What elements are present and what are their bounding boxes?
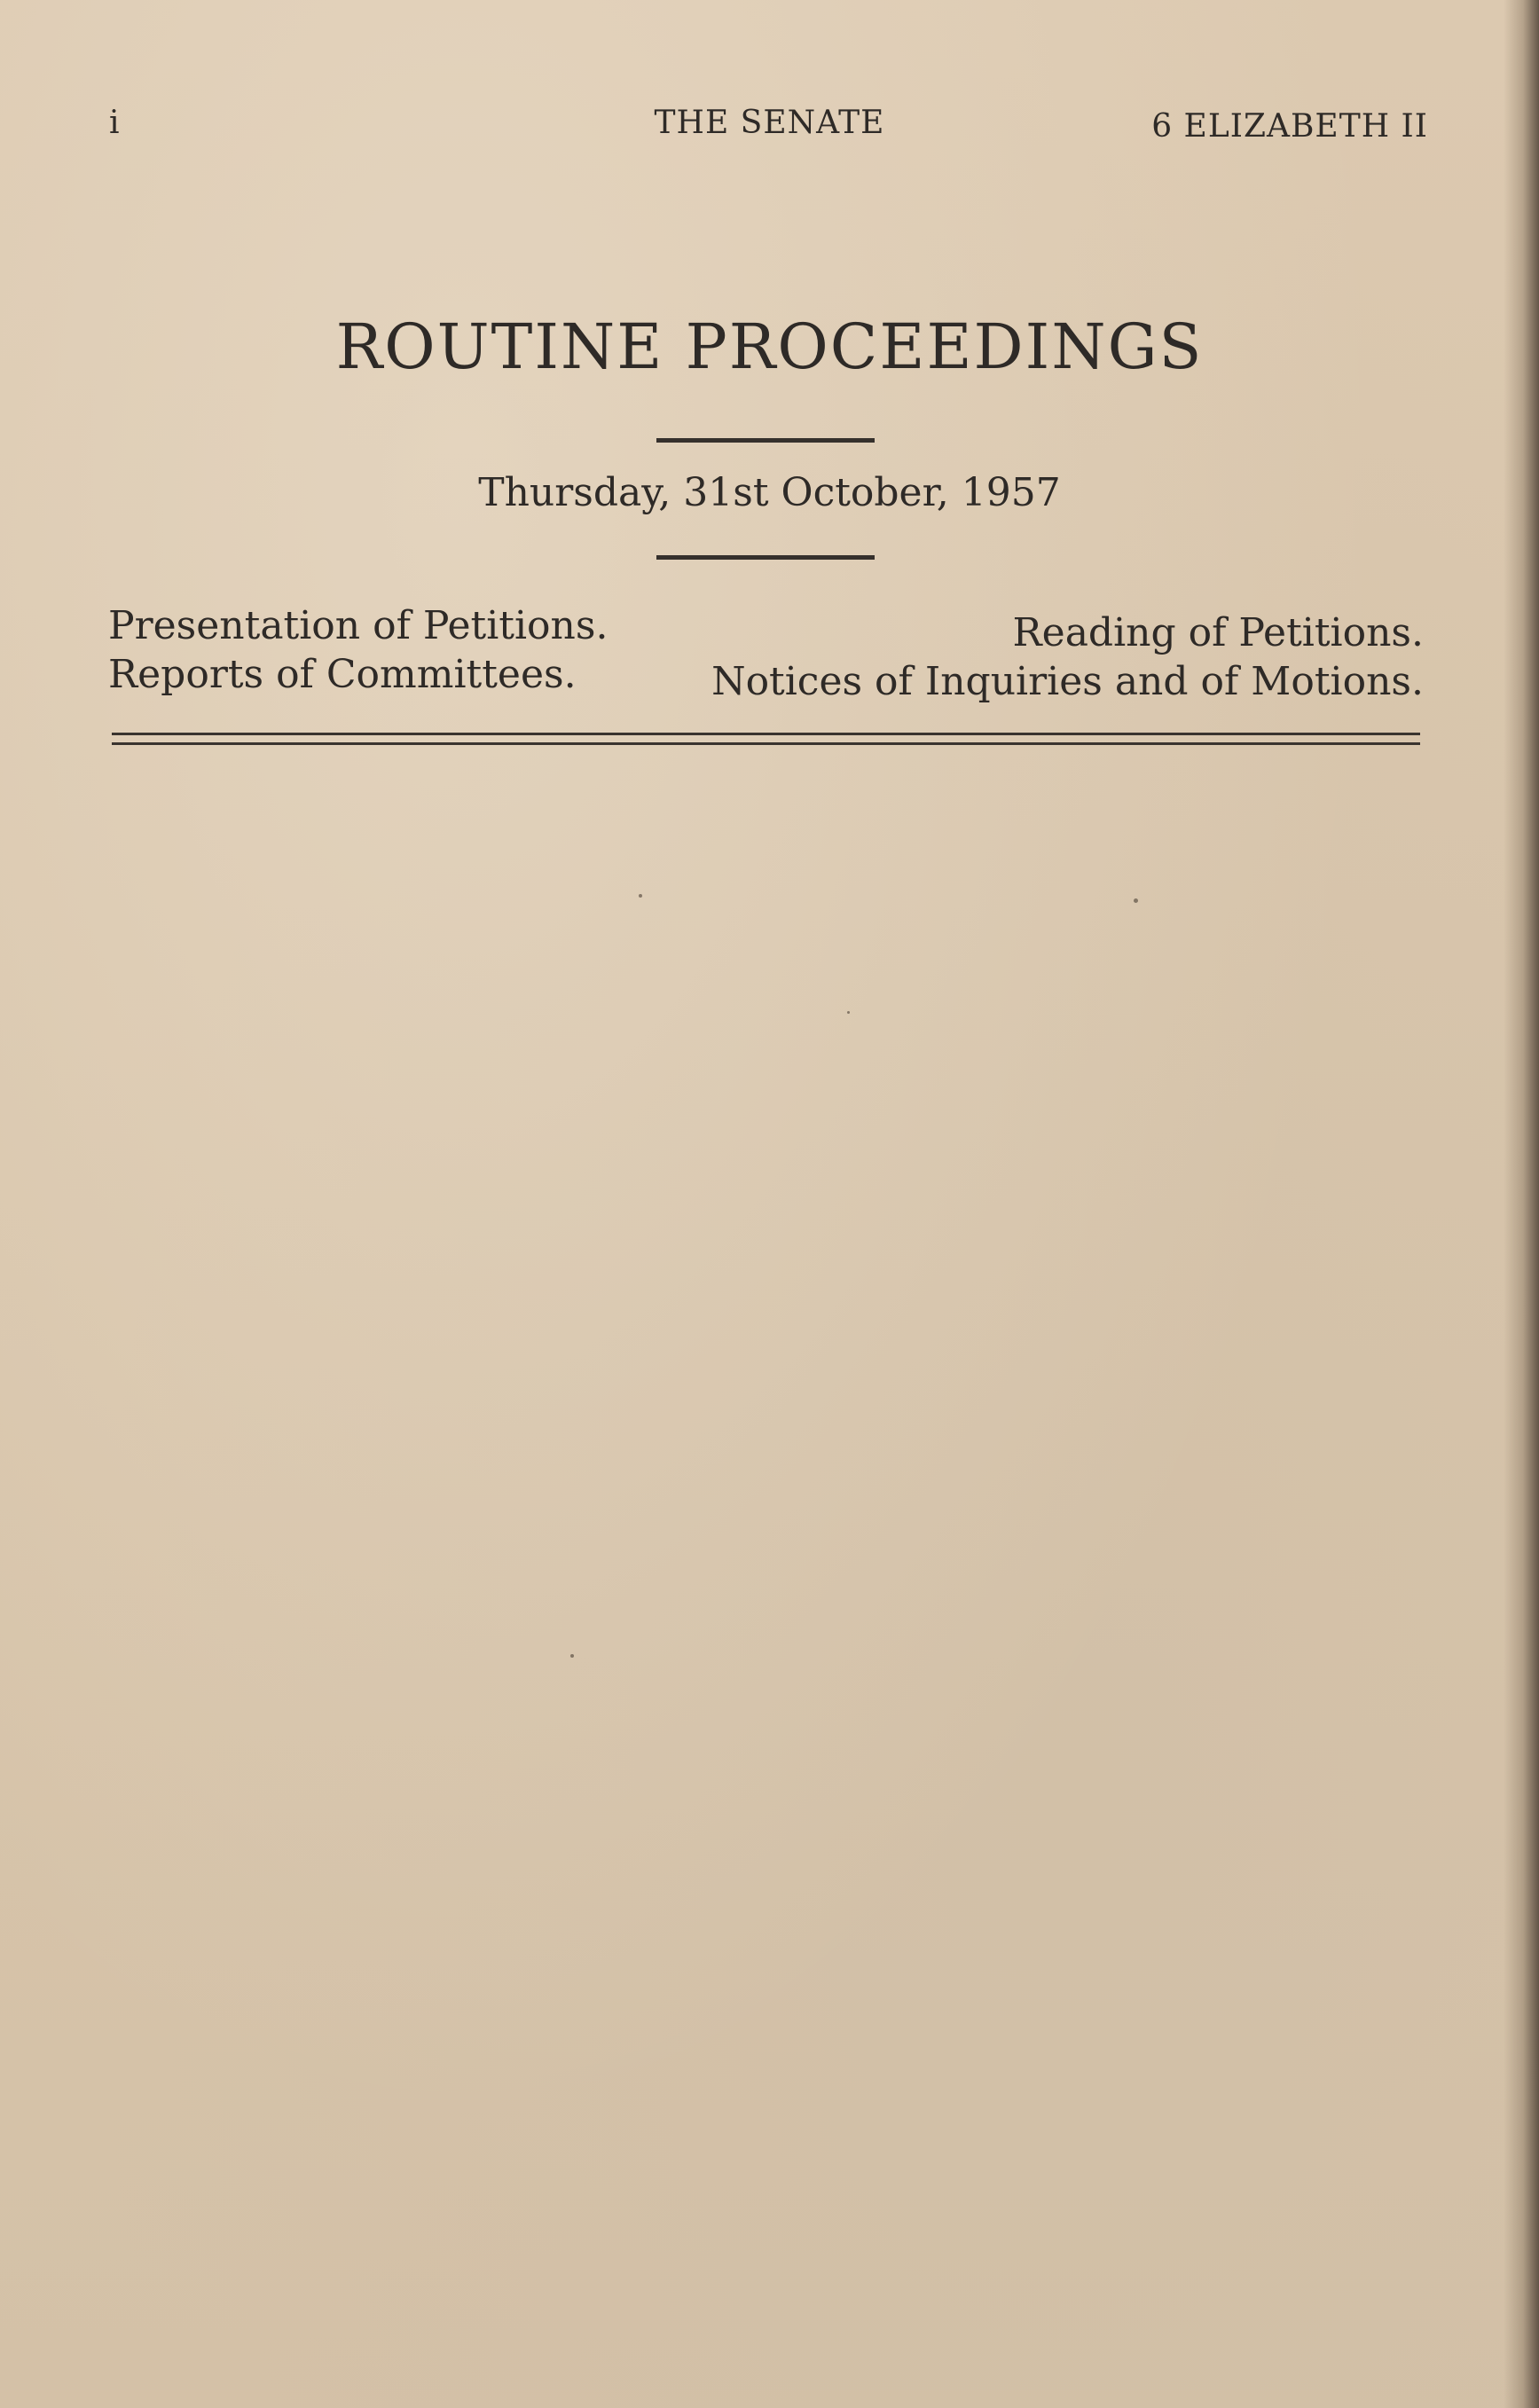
regnal-year: 6 ELIZABETH II [1151,108,1428,145]
proceeding-item: Notices of Inquiries and of Motions. [711,659,1424,704]
section-divider [112,733,1420,745]
proceeding-item: Reports of Committees. [108,652,577,697]
publication-title: THE SENATE [654,105,885,141]
date-rule [656,555,875,560]
title-rule [656,438,875,443]
paper-speck [639,894,642,898]
paper-speck [847,1011,850,1014]
running-head [0,105,1539,149]
paper-speck [570,1654,574,1658]
proceeding-item: Reading of Petitions. [1012,610,1424,655]
paper-speck [1134,898,1138,903]
sitting-date: Thursday, 31st October, 1957 [478,470,1061,515]
proceeding-item: Presentation of Petitions. [108,603,609,648]
page-title: ROUTINE PROCEEDINGS [335,310,1204,383]
page-number: i [109,105,121,141]
